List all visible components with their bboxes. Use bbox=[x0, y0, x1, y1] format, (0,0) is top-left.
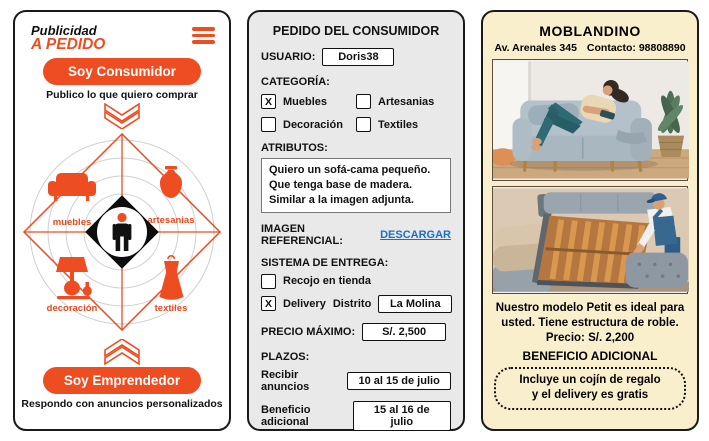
ad-contact: Contacto: 98808890 bbox=[586, 42, 686, 54]
sistema-entrega-label: SISTEMA DE ENTREGA: bbox=[261, 256, 389, 269]
category-wheel bbox=[15, 129, 229, 337]
artesanias-label: Artesanias bbox=[378, 95, 435, 108]
consumer-caption: Publico lo que quiero comprar bbox=[46, 89, 198, 101]
ad-price: Precio: S/. 2,200 bbox=[545, 331, 635, 344]
beneficio-adicional-label: Beneficio adicional bbox=[261, 403, 311, 428]
entrepreneur-caption: Respondo con anuncios personalizados bbox=[21, 398, 223, 410]
brand-line1: Publicidad bbox=[31, 23, 97, 38]
precio-field[interactable]: S/. 2,500 bbox=[362, 323, 446, 341]
ad-title: MOBLANDINO bbox=[539, 23, 641, 39]
wheel-category-decoracion[interactable] bbox=[47, 257, 98, 314]
atributos-textarea[interactable]: Quiero un sofá-cama pequeño. Que tenga base de madera. Similar a la imagen adjunta. bbox=[261, 158, 451, 213]
publicidad-app-panel bbox=[13, 10, 231, 431]
pedido-form-panel bbox=[247, 10, 465, 431]
benefit-line2: y el delivery es gratis bbox=[531, 388, 649, 401]
recibir-anuncios-field[interactable]: 10 al 15 de julio bbox=[347, 372, 451, 390]
category-option-artesanias bbox=[356, 94, 451, 109]
lamp-icon bbox=[56, 257, 92, 299]
usuario-field[interactable]: Doris38 bbox=[322, 48, 394, 66]
artesanias-checkbox[interactable] bbox=[356, 94, 371, 109]
muebles-label: Muebles bbox=[283, 95, 328, 108]
wheel-label-muebles: muebles bbox=[52, 217, 92, 228]
sofabed-assembly-photo bbox=[492, 186, 688, 294]
double-chevron-down-icon bbox=[15, 103, 229, 129]
benefit-box bbox=[494, 367, 686, 410]
plazos-label: PLAZOS: bbox=[261, 350, 310, 363]
wheel-category-muebles[interactable] bbox=[48, 173, 96, 228]
categoria-label: CATEGORÍA: bbox=[261, 76, 330, 88]
entrega-option-delivery bbox=[261, 295, 451, 313]
wheel-category-textiles[interactable] bbox=[155, 256, 188, 314]
category-option-decoracion bbox=[261, 117, 356, 132]
wheel-label-decoracion: decoración bbox=[46, 303, 98, 314]
entrega-option-recojo bbox=[261, 274, 451, 289]
brand-line2: A PEDIDO bbox=[31, 36, 106, 53]
usuario-label: USUARIO: bbox=[261, 51, 316, 63]
benefit-line1: Incluye un cojín de regalo bbox=[519, 373, 661, 386]
beneficio-adicional-field[interactable]: 15 al 16 de julio bbox=[353, 401, 452, 431]
ad-address: Av. Arenales 345 bbox=[494, 42, 577, 54]
distrito-field[interactable]: La Molina bbox=[378, 295, 452, 313]
precio-maximo-label: PRECIO MÁXIMO: bbox=[261, 325, 356, 338]
app-logo bbox=[31, 24, 105, 53]
wheel-category-artesanias[interactable] bbox=[147, 166, 194, 226]
wheel-label-textiles: textiles bbox=[154, 303, 188, 314]
recibir-anuncios-label: Recibir anuncios bbox=[261, 368, 310, 393]
form-title: PEDIDO DEL CONSUMIDOR bbox=[272, 24, 440, 38]
recojo-checkbox[interactable] bbox=[261, 274, 276, 289]
plazo-recibir-row bbox=[261, 369, 451, 393]
double-chevron-up-icon bbox=[15, 339, 229, 365]
decoracion-label: Decoración bbox=[283, 118, 343, 131]
muebles-checkbox[interactable]: X bbox=[261, 94, 276, 109]
recojo-label: Recojo en tienda bbox=[283, 275, 372, 288]
textiles-label: Textiles bbox=[378, 118, 419, 131]
ad-description: Nuestro modelo Petit es ideal para usted. Tiene estructura de roble. bbox=[495, 302, 685, 329]
delivery-checkbox[interactable]: X bbox=[261, 296, 276, 311]
benefit-title: BENEFICIO ADICIONAL bbox=[522, 348, 658, 363]
plazo-beneficio-row bbox=[261, 401, 451, 431]
wheel-label-artesanias: artesanias bbox=[147, 215, 195, 226]
decoracion-checkbox[interactable] bbox=[261, 117, 276, 132]
hamburger-menu-icon[interactable] bbox=[192, 24, 215, 44]
consumer-center bbox=[85, 195, 159, 269]
category-checkbox-grid bbox=[261, 94, 451, 132]
delivery-label: Delivery bbox=[283, 297, 326, 310]
textiles-checkbox[interactable] bbox=[356, 117, 371, 132]
sofa-icon bbox=[48, 173, 96, 201]
distrito-label: Distrito bbox=[332, 297, 372, 310]
category-option-muebles bbox=[261, 94, 356, 109]
sofa-lifestyle-photo bbox=[492, 59, 688, 181]
descargar-link[interactable]: DESCARGAR bbox=[380, 228, 451, 241]
soy-consumidor-button[interactable]: Soy Consumidor bbox=[43, 58, 201, 85]
category-option-textiles bbox=[356, 117, 451, 132]
app-header bbox=[15, 20, 229, 56]
moblandino-ad-panel bbox=[481, 10, 699, 431]
imagen-referencial-label: IMAGEN REFERENCIAL: bbox=[261, 222, 343, 247]
atributos-label: ATRIBUTOS: bbox=[261, 142, 328, 154]
soy-emprendedor-button[interactable]: Soy Emprendedor bbox=[43, 367, 201, 394]
